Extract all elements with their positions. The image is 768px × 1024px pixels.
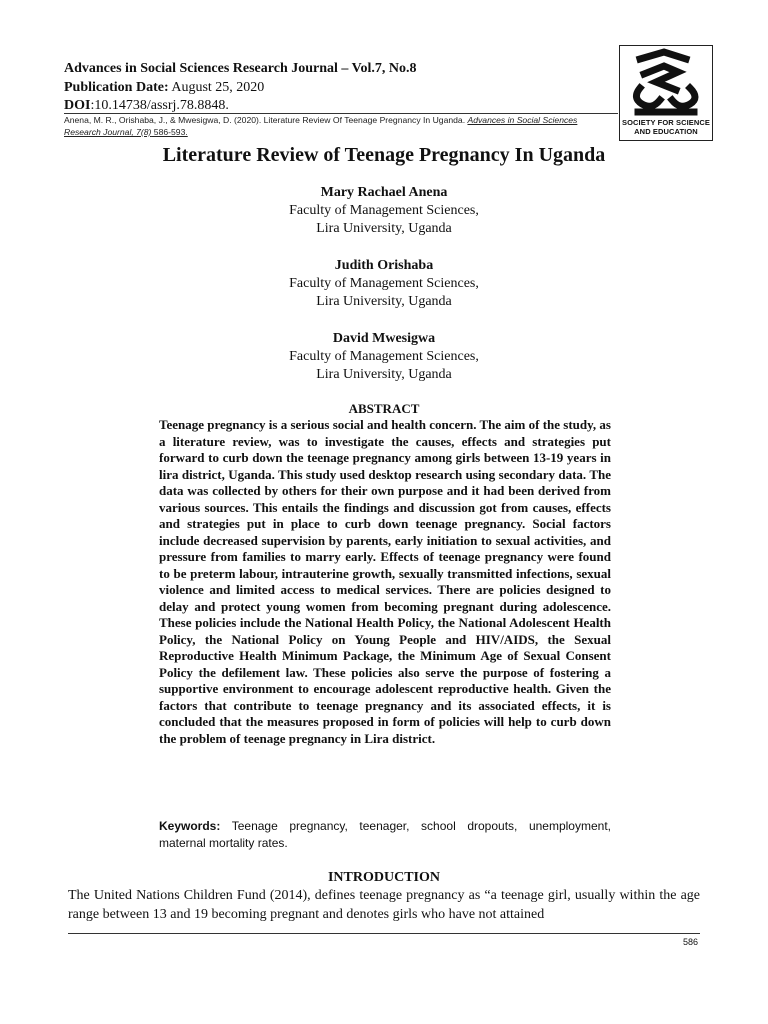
keywords-label: Keywords:: [159, 819, 221, 833]
author-university: Lira University, Uganda: [316, 367, 452, 382]
logo-line-2: AND EDUCATION: [634, 127, 698, 136]
author-name: Judith Orishaba: [334, 258, 434, 273]
abstract-heading: ABSTRACT: [348, 401, 420, 416]
abstract-body: Teenage pregnancy is a serious social and health concern. The aim of the study, as a literature review, was to investigate the causes, effects and strategies put forward to curb down the teenage pregnancy among girls between 13-19 years in lira district, Uganda. This study used desktop research using secondary data. The data was collected by others for their own purpose and it had been derived from various sources. This entails the findings and discussion got from causes, effects and strategies put in place to curb down teenage pregnancy. Social factors include decreased supervision by parents, early initiation to sexual activities, and pressure from families to marry early. Effects of teenage pregnancy were found to be preterm labour, intrauterine growth, sexually transmitted infections, sexual violence and limited access to medical services. There are policies designed to delay and protect young women from becoming pregnant during adolescence. These policies include the National Health Policy, the National Adolescent Health Policy, the National Policy on Young People and HIV/AIDS, the Sexual Reproductive Health Minimum Package, the Minimum Age of Sexual Consent Policy the defilement law. These policies also serve the purpose of fostering a supportive environment to encourage adolescent reproductive health. Given the factors that contribute to teenage pregnancy and its associated effects, it is concluded that the measures proposed in form of policies will help to curb down the problem of teenage pregnancy in Lira district.: [159, 417, 611, 746]
citation-journal: Advances in Social Sciences Research Journal, 7(8): [64, 115, 578, 137]
logo-line-1: SOCIETY FOR SCIENCE: [621, 118, 711, 127]
page-number: 586: [682, 937, 698, 947]
author-block: [0, 184, 768, 238]
author-university: Lira University, Uganda: [316, 221, 452, 236]
journal-title: Advances in Social Sciences Research Journal – Vol.7, No.8: [64, 61, 417, 76]
author-block: [0, 330, 768, 384]
introduction-body: The United Nations Children Fund (2014), defines teenage pregnancy as “a teenage girl, usually within the age range between 13 and 19 becoming pregnant and denotes girls who have not attained: [68, 888, 700, 922]
doi-value: :10.14738/assrj.78.8848.: [90, 98, 229, 113]
citation: [64, 114, 604, 138]
author-name: David Mwesigwa: [332, 331, 436, 346]
keywords-text: Teenage pregnancy, teenager, school dropouts, unemployment, maternal mortality rates.: [159, 819, 611, 850]
paper-title: Literature Review of Teenage Pregnancy In Uganda: [162, 144, 606, 166]
citation-prefix: Anena, M. R., Orishaba, J., & Mwesigwa, D. (2020). Literature Review Of Teenage Pregnancy In Uganda.: [64, 115, 468, 125]
author-faculty: Faculty of Management Sciences,: [289, 349, 479, 364]
sse-logo-text: [619, 118, 713, 136]
author-faculty: Faculty of Management Sciences,: [289, 203, 479, 218]
doi-label: DOI: [64, 98, 91, 113]
footer-rule: [68, 933, 700, 934]
publication-date: [64, 79, 264, 97]
author-block: [0, 257, 768, 311]
author-faculty: Faculty of Management Sciences,: [289, 276, 479, 291]
sse-logo-icon: [620, 46, 712, 118]
citation-pages: 586-593.: [151, 127, 188, 137]
publication-date-value: August 25, 2020: [168, 80, 265, 95]
keywords: [159, 818, 611, 852]
author-name: Mary Rachael Anena: [320, 185, 448, 200]
introduction-heading: INTRODUCTION: [327, 870, 440, 885]
publication-date-label: Publication Date:: [64, 80, 169, 95]
author-university: Lira University, Uganda: [316, 294, 452, 309]
